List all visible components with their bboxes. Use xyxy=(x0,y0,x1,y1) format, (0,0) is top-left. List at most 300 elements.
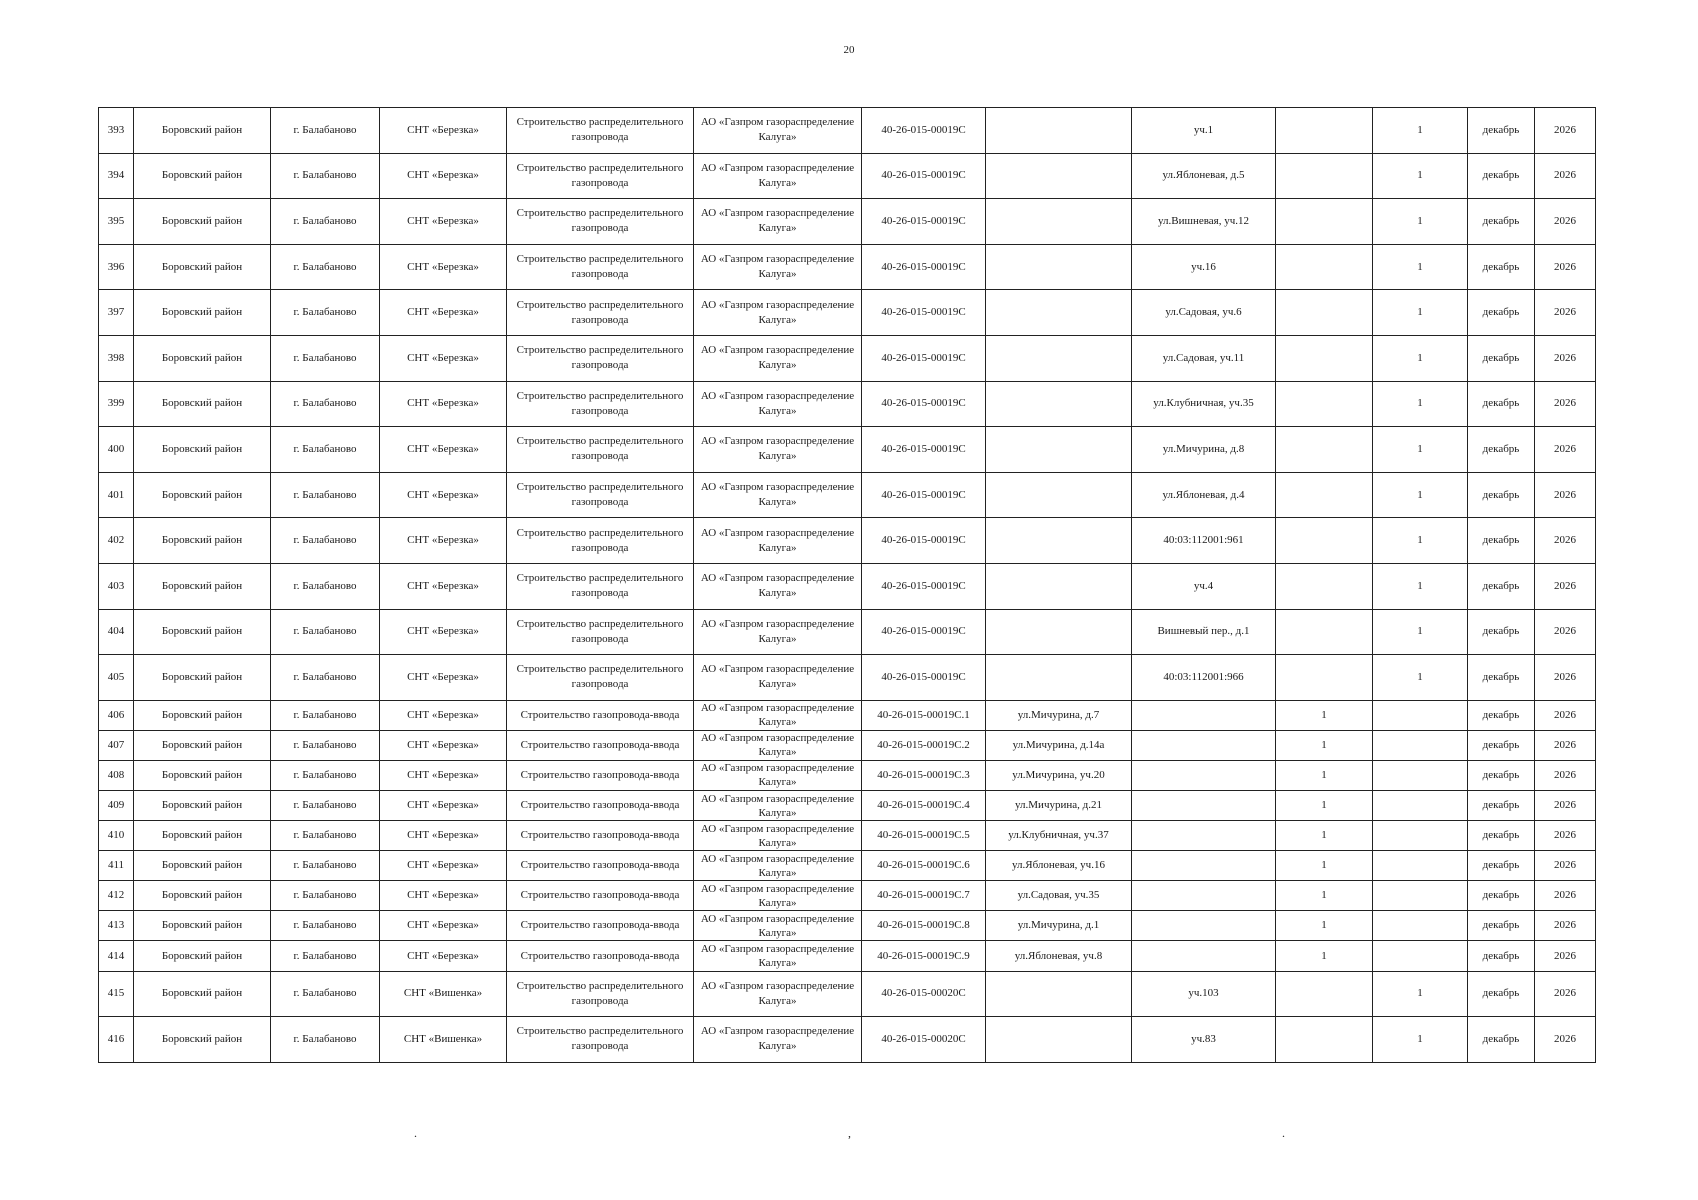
address-distribution-cell: уч.4 xyxy=(1132,563,1276,609)
object-code-cell: 40-26-015-00019С xyxy=(862,427,986,473)
quantity-distribution-cell: 1 xyxy=(1373,199,1468,245)
object-code-cell: 40-26-015-00019С.8 xyxy=(862,911,986,941)
address-distribution-cell: ул.Мичурина, д.8 xyxy=(1132,427,1276,473)
district-cell: Боровский район xyxy=(134,791,271,821)
city-cell: г. Балабаново xyxy=(271,381,380,427)
quantity-distribution-cell: 1 xyxy=(1373,472,1468,518)
city-cell: г. Балабаново xyxy=(271,563,380,609)
row-number-cell: 405 xyxy=(99,655,134,701)
quantity-distribution-cell xyxy=(1373,760,1468,790)
district-cell: Боровский район xyxy=(134,1017,271,1063)
object-code-cell: 40-26-015-00019С xyxy=(862,655,986,701)
work-type-cell: Строительство распределительного газопровода xyxy=(507,381,694,427)
row-number-cell: 393 xyxy=(99,108,134,154)
table-row xyxy=(99,335,1596,381)
work-type-cell: Строительство распределительного газопровода xyxy=(507,427,694,473)
address-service-line-cell xyxy=(986,971,1132,1017)
object-code-cell: 40-26-015-00019С xyxy=(862,244,986,290)
quantity-service-line-cell: 1 xyxy=(1276,700,1373,730)
snt-cell: СНТ «Березка» xyxy=(380,941,507,971)
table-row xyxy=(99,700,1596,730)
city-cell: г. Балабаново xyxy=(271,791,380,821)
quantity-distribution-cell: 1 xyxy=(1373,971,1468,1017)
snt-cell: СНТ «Березка» xyxy=(380,518,507,564)
object-code-cell: 40-26-015-00020С xyxy=(862,1017,986,1063)
work-type-cell: Строительство распределительного газопровода xyxy=(507,472,694,518)
object-code-cell: 40-26-015-00019С xyxy=(862,381,986,427)
district-cell: Боровский район xyxy=(134,911,271,941)
table-row xyxy=(99,563,1596,609)
quantity-service-line-cell xyxy=(1276,427,1373,473)
quantity-distribution-cell: 1 xyxy=(1373,427,1468,473)
work-type-cell: Строительство распределительного газопровода xyxy=(507,108,694,154)
work-type-cell: Строительство газопровода-ввода xyxy=(507,881,694,911)
quantity-distribution-cell: 1 xyxy=(1373,290,1468,336)
month-cell: декабрь xyxy=(1468,881,1535,911)
snt-cell: СНТ «Березка» xyxy=(380,472,507,518)
work-type-cell: Строительство газопровода-ввода xyxy=(507,730,694,760)
quantity-distribution-cell: 1 xyxy=(1373,655,1468,701)
district-cell: Боровский район xyxy=(134,472,271,518)
address-service-line-cell xyxy=(986,290,1132,336)
city-cell: г. Балабаново xyxy=(271,911,380,941)
snt-cell: СНТ «Березка» xyxy=(380,760,507,790)
organization-cell: АО «Газпром газораспределение Калуга» xyxy=(694,335,862,381)
snt-cell: СНТ «Березка» xyxy=(380,821,507,851)
year-cell: 2026 xyxy=(1535,381,1596,427)
row-number-cell: 406 xyxy=(99,700,134,730)
organization-cell: АО «Газпром газораспределение Калуга» xyxy=(694,108,862,154)
quantity-distribution-cell: 1 xyxy=(1373,381,1468,427)
city-cell: г. Балабаново xyxy=(271,427,380,473)
snt-cell: СНТ «Березка» xyxy=(380,700,507,730)
quantity-service-line-cell xyxy=(1276,153,1373,199)
work-type-cell: Строительство газопровода-ввода xyxy=(507,911,694,941)
month-cell: декабрь xyxy=(1468,381,1535,427)
city-cell: г. Балабаново xyxy=(271,941,380,971)
year-cell: 2026 xyxy=(1535,290,1596,336)
district-cell: Боровский район xyxy=(134,153,271,199)
quantity-distribution-cell xyxy=(1373,791,1468,821)
snt-cell: СНТ «Березка» xyxy=(380,427,507,473)
month-cell: декабрь xyxy=(1468,655,1535,701)
address-service-line-cell xyxy=(986,108,1132,154)
city-cell: г. Балабаново xyxy=(271,971,380,1017)
district-cell: Боровский район xyxy=(134,881,271,911)
city-cell: г. Балабаново xyxy=(271,472,380,518)
quantity-service-line-cell: 1 xyxy=(1276,821,1373,851)
organization-cell: АО «Газпром газораспределение Калуга» xyxy=(694,971,862,1017)
quantity-distribution-cell: 1 xyxy=(1373,518,1468,564)
quantity-service-line-cell xyxy=(1276,381,1373,427)
city-cell: г. Балабаново xyxy=(271,700,380,730)
address-service-line-cell: ул.Мичурина, д.14а xyxy=(986,730,1132,760)
quantity-service-line-cell: 1 xyxy=(1276,791,1373,821)
address-distribution-cell: Вишневый пер., д.1 xyxy=(1132,609,1276,655)
table-row xyxy=(99,108,1596,154)
district-cell: Боровский район xyxy=(134,199,271,245)
object-code-cell: 40-26-015-00019С xyxy=(862,153,986,199)
organization-cell: АО «Газпром газораспределение Калуга» xyxy=(694,881,862,911)
table-row xyxy=(99,791,1596,821)
address-distribution-cell xyxy=(1132,760,1276,790)
city-cell: г. Балабаново xyxy=(271,108,380,154)
address-distribution-cell xyxy=(1132,730,1276,760)
address-service-line-cell xyxy=(986,427,1132,473)
month-cell: декабрь xyxy=(1468,335,1535,381)
work-type-cell: Строительство газопровода-ввода xyxy=(507,821,694,851)
quantity-distribution-cell: 1 xyxy=(1373,609,1468,655)
table-row xyxy=(99,290,1596,336)
row-number-cell: 400 xyxy=(99,427,134,473)
row-number-cell: 398 xyxy=(99,335,134,381)
district-cell: Боровский район xyxy=(134,730,271,760)
object-code-cell: 40-26-015-00019С.2 xyxy=(862,730,986,760)
district-cell: Боровский район xyxy=(134,609,271,655)
address-distribution-cell xyxy=(1132,941,1276,971)
address-distribution-cell: 40:03:112001:961 xyxy=(1132,518,1276,564)
row-number-cell: 414 xyxy=(99,941,134,971)
city-cell: г. Балабаново xyxy=(271,730,380,760)
organization-cell: АО «Газпром газораспределение Калуга» xyxy=(694,730,862,760)
snt-cell: СНТ «Березка» xyxy=(380,609,507,655)
organization-cell: АО «Газпром газораспределение Калуга» xyxy=(694,821,862,851)
month-cell: декабрь xyxy=(1468,244,1535,290)
organization-cell: АО «Газпром газораспределение Калуга» xyxy=(694,153,862,199)
table-row xyxy=(99,971,1596,1017)
snt-cell: СНТ «Березка» xyxy=(380,911,507,941)
address-service-line-cell xyxy=(986,244,1132,290)
city-cell: г. Балабаново xyxy=(271,851,380,881)
month-cell: декабрь xyxy=(1468,108,1535,154)
district-cell: Боровский район xyxy=(134,655,271,701)
year-cell: 2026 xyxy=(1535,563,1596,609)
city-cell: г. Балабаново xyxy=(271,821,380,851)
quantity-distribution-cell xyxy=(1373,881,1468,911)
district-cell: Боровский район xyxy=(134,290,271,336)
table-row xyxy=(99,851,1596,881)
snt-cell: СНТ «Березка» xyxy=(380,730,507,760)
work-type-cell: Строительство распределительного газопровода xyxy=(507,518,694,564)
object-code-cell: 40-26-015-00019С.5 xyxy=(862,821,986,851)
address-service-line-cell xyxy=(986,563,1132,609)
quantity-service-line-cell xyxy=(1276,108,1373,154)
table-row xyxy=(99,821,1596,851)
year-cell: 2026 xyxy=(1535,655,1596,701)
year-cell: 2026 xyxy=(1535,971,1596,1017)
district-cell: Боровский район xyxy=(134,335,271,381)
address-distribution-cell: уч.103 xyxy=(1132,971,1276,1017)
month-cell: декабрь xyxy=(1468,609,1535,655)
quantity-distribution-cell xyxy=(1373,851,1468,881)
address-service-line-cell xyxy=(986,472,1132,518)
quantity-service-line-cell xyxy=(1276,472,1373,518)
district-cell: Боровский район xyxy=(134,381,271,427)
quantity-distribution-cell: 1 xyxy=(1373,108,1468,154)
city-cell: г. Балабаново xyxy=(271,1017,380,1063)
year-cell: 2026 xyxy=(1535,244,1596,290)
row-number-cell: 410 xyxy=(99,821,134,851)
scan-artifacts: . , . xyxy=(414,1126,1285,1140)
address-distribution-cell: уч.1 xyxy=(1132,108,1276,154)
district-cell: Боровский район xyxy=(134,851,271,881)
work-type-cell: Строительство распределительного газопровода xyxy=(507,199,694,245)
row-number-cell: 403 xyxy=(99,563,134,609)
work-type-cell: Строительство распределительного газопровода xyxy=(507,290,694,336)
month-cell: декабрь xyxy=(1468,1017,1535,1063)
month-cell: декабрь xyxy=(1468,290,1535,336)
work-type-cell: Строительство распределительного газопровода xyxy=(507,563,694,609)
organization-cell: АО «Газпром газораспределение Калуга» xyxy=(694,199,862,245)
row-number-cell: 415 xyxy=(99,971,134,1017)
address-distribution-cell: ул.Клубничная, уч.35 xyxy=(1132,381,1276,427)
city-cell: г. Балабаново xyxy=(271,609,380,655)
object-code-cell: 40-26-015-00019С xyxy=(862,472,986,518)
district-cell: Боровский район xyxy=(134,971,271,1017)
quantity-service-line-cell: 1 xyxy=(1276,851,1373,881)
city-cell: г. Балабаново xyxy=(271,655,380,701)
address-service-line-cell: ул.Яблоневая, уч.8 xyxy=(986,941,1132,971)
quantity-service-line-cell xyxy=(1276,971,1373,1017)
district-cell: Боровский район xyxy=(134,108,271,154)
organization-cell: АО «Газпром газораспределение Калуга» xyxy=(694,563,862,609)
quantity-distribution-cell xyxy=(1373,700,1468,730)
quantity-service-line-cell: 1 xyxy=(1276,911,1373,941)
work-type-cell: Строительство распределительного газопровода xyxy=(507,335,694,381)
snt-cell: СНТ «Вишенка» xyxy=(380,1017,507,1063)
month-cell: декабрь xyxy=(1468,153,1535,199)
table-row xyxy=(99,881,1596,911)
year-cell: 2026 xyxy=(1535,700,1596,730)
snt-cell: СНТ «Березка» xyxy=(380,881,507,911)
object-code-cell: 40-26-015-00019С.6 xyxy=(862,851,986,881)
address-service-line-cell: ул.Садовая, уч.35 xyxy=(986,881,1132,911)
object-code-cell: 40-26-015-00019С xyxy=(862,290,986,336)
address-service-line-cell: ул.Мичурина, д.7 xyxy=(986,700,1132,730)
address-service-line-cell xyxy=(986,153,1132,199)
quantity-service-line-cell xyxy=(1276,290,1373,336)
row-number-cell: 402 xyxy=(99,518,134,564)
year-cell: 2026 xyxy=(1535,941,1596,971)
object-code-cell: 40-26-015-00019С xyxy=(862,199,986,245)
year-cell: 2026 xyxy=(1535,1017,1596,1063)
row-number-cell: 395 xyxy=(99,199,134,245)
work-type-cell: Строительство газопровода-ввода xyxy=(507,941,694,971)
quantity-service-line-cell xyxy=(1276,563,1373,609)
table-row xyxy=(99,911,1596,941)
snt-cell: СНТ «Березка» xyxy=(380,335,507,381)
page-number: 20 xyxy=(843,44,855,56)
gas-pipeline-registry-table xyxy=(98,107,1596,1063)
table-row xyxy=(99,199,1596,245)
month-cell: декабрь xyxy=(1468,730,1535,760)
quantity-distribution-cell xyxy=(1373,911,1468,941)
object-code-cell: 40-26-015-00019С.7 xyxy=(862,881,986,911)
year-cell: 2026 xyxy=(1535,760,1596,790)
city-cell: г. Балабаново xyxy=(271,153,380,199)
table-row xyxy=(99,730,1596,760)
quantity-service-line-cell: 1 xyxy=(1276,760,1373,790)
year-cell: 2026 xyxy=(1535,881,1596,911)
row-number-cell: 404 xyxy=(99,609,134,655)
table-row xyxy=(99,609,1596,655)
row-number-cell: 416 xyxy=(99,1017,134,1063)
year-cell: 2026 xyxy=(1535,851,1596,881)
district-cell: Боровский район xyxy=(134,760,271,790)
work-type-cell: Строительство газопровода-ввода xyxy=(507,791,694,821)
table-row xyxy=(99,518,1596,564)
address-service-line-cell: ул.Мичурина, д.21 xyxy=(986,791,1132,821)
row-number-cell: 396 xyxy=(99,244,134,290)
month-cell: декабрь xyxy=(1468,199,1535,245)
quantity-service-line-cell xyxy=(1276,199,1373,245)
quantity-service-line-cell xyxy=(1276,335,1373,381)
table-row xyxy=(99,1017,1596,1063)
month-cell: декабрь xyxy=(1468,427,1535,473)
city-cell: г. Балабаново xyxy=(271,290,380,336)
organization-cell: АО «Газпром газораспределение Калуга» xyxy=(694,760,862,790)
object-code-cell: 40-26-015-00019С xyxy=(862,609,986,655)
address-distribution-cell xyxy=(1132,700,1276,730)
quantity-service-line-cell xyxy=(1276,655,1373,701)
address-service-line-cell xyxy=(986,1017,1132,1063)
year-cell: 2026 xyxy=(1535,153,1596,199)
address-service-line-cell: ул.Мичурина, д.1 xyxy=(986,911,1132,941)
organization-cell: АО «Газпром газораспределение Калуга» xyxy=(694,1017,862,1063)
row-number-cell: 413 xyxy=(99,911,134,941)
quantity-distribution-cell xyxy=(1373,941,1468,971)
table-row xyxy=(99,760,1596,790)
organization-cell: АО «Газпром газораспределение Калуга» xyxy=(694,472,862,518)
address-distribution-cell xyxy=(1132,851,1276,881)
year-cell: 2026 xyxy=(1535,427,1596,473)
address-service-line-cell: ул.Мичурина, уч.20 xyxy=(986,760,1132,790)
year-cell: 2026 xyxy=(1535,335,1596,381)
year-cell: 2026 xyxy=(1535,518,1596,564)
city-cell: г. Балабаново xyxy=(271,881,380,911)
row-number-cell: 408 xyxy=(99,760,134,790)
address-distribution-cell xyxy=(1132,791,1276,821)
snt-cell: СНТ «Березка» xyxy=(380,791,507,821)
snt-cell: СНТ «Березка» xyxy=(380,199,507,245)
address-service-line-cell xyxy=(986,518,1132,564)
address-service-line-cell xyxy=(986,381,1132,427)
organization-cell: АО «Газпром газораспределение Калуга» xyxy=(694,244,862,290)
snt-cell: СНТ «Березка» xyxy=(380,563,507,609)
quantity-distribution-cell: 1 xyxy=(1373,563,1468,609)
row-number-cell: 409 xyxy=(99,791,134,821)
year-cell: 2026 xyxy=(1535,108,1596,154)
object-code-cell: 40-26-015-00019С.4 xyxy=(862,791,986,821)
year-cell: 2026 xyxy=(1535,730,1596,760)
snt-cell: СНТ «Березка» xyxy=(380,244,507,290)
table-row xyxy=(99,472,1596,518)
object-code-cell: 40-26-015-00019С xyxy=(862,335,986,381)
organization-cell: АО «Газпром газораспределение Калуга» xyxy=(694,427,862,473)
object-code-cell: 40-26-015-00019С xyxy=(862,563,986,609)
month-cell: декабрь xyxy=(1468,518,1535,564)
quantity-service-line-cell: 1 xyxy=(1276,881,1373,911)
object-code-cell: 40-26-015-00019С.9 xyxy=(862,941,986,971)
address-distribution-cell xyxy=(1132,911,1276,941)
month-cell: декабрь xyxy=(1468,971,1535,1017)
address-service-line-cell xyxy=(986,655,1132,701)
work-type-cell: Строительство газопровода-ввода xyxy=(507,700,694,730)
quantity-service-line-cell xyxy=(1276,609,1373,655)
work-type-cell: Строительство распределительного газопровода xyxy=(507,609,694,655)
work-type-cell: Строительство распределительного газопровода xyxy=(507,153,694,199)
district-cell: Боровский район xyxy=(134,700,271,730)
month-cell: декабрь xyxy=(1468,941,1535,971)
address-service-line-cell: ул.Клубничная, уч.37 xyxy=(986,821,1132,851)
snt-cell: СНТ «Березка» xyxy=(380,851,507,881)
address-service-line-cell xyxy=(986,609,1132,655)
district-cell: Боровский район xyxy=(134,518,271,564)
address-distribution-cell xyxy=(1132,821,1276,851)
month-cell: декабрь xyxy=(1468,700,1535,730)
city-cell: г. Балабаново xyxy=(271,244,380,290)
table-row xyxy=(99,427,1596,473)
address-distribution-cell xyxy=(1132,881,1276,911)
address-distribution-cell: ул.Яблоневая, д.4 xyxy=(1132,472,1276,518)
address-service-line-cell: ул.Яблоневая, уч.16 xyxy=(986,851,1132,881)
row-number-cell: 399 xyxy=(99,381,134,427)
snt-cell: СНТ «Вишенка» xyxy=(380,971,507,1017)
address-distribution-cell: 40:03:112001:966 xyxy=(1132,655,1276,701)
city-cell: г. Балабаново xyxy=(271,760,380,790)
address-distribution-cell: ул.Садовая, уч.11 xyxy=(1132,335,1276,381)
quantity-service-line-cell xyxy=(1276,244,1373,290)
organization-cell: АО «Газпром газораспределение Калуга» xyxy=(694,941,862,971)
object-code-cell: 40-26-015-00019С.1 xyxy=(862,700,986,730)
month-cell: декабрь xyxy=(1468,472,1535,518)
quantity-distribution-cell: 1 xyxy=(1373,1017,1468,1063)
month-cell: декабрь xyxy=(1468,911,1535,941)
address-distribution-cell: ул.Вишневая, уч.12 xyxy=(1132,199,1276,245)
district-cell: Боровский район xyxy=(134,244,271,290)
row-number-cell: 407 xyxy=(99,730,134,760)
row-number-cell: 397 xyxy=(99,290,134,336)
snt-cell: СНТ «Березка» xyxy=(380,153,507,199)
snt-cell: СНТ «Березка» xyxy=(380,108,507,154)
quantity-service-line-cell: 1 xyxy=(1276,941,1373,971)
organization-cell: АО «Газпром газораспределение Калуга» xyxy=(694,655,862,701)
year-cell: 2026 xyxy=(1535,472,1596,518)
quantity-distribution-cell xyxy=(1373,821,1468,851)
work-type-cell: Строительство распределительного газопровода xyxy=(507,655,694,701)
work-type-cell: Строительство распределительного газопровода xyxy=(507,971,694,1017)
organization-cell: АО «Газпром газораспределение Калуга» xyxy=(694,290,862,336)
month-cell: декабрь xyxy=(1468,851,1535,881)
year-cell: 2026 xyxy=(1535,911,1596,941)
year-cell: 2026 xyxy=(1535,791,1596,821)
address-distribution-cell: ул.Садовая, уч.6 xyxy=(1132,290,1276,336)
month-cell: декабрь xyxy=(1468,760,1535,790)
address-service-line-cell xyxy=(986,199,1132,245)
table-body xyxy=(99,108,1596,1063)
district-cell: Боровский район xyxy=(134,563,271,609)
table-row xyxy=(99,153,1596,199)
district-cell: Боровский район xyxy=(134,427,271,473)
work-type-cell: Строительство газопровода-ввода xyxy=(507,851,694,881)
quantity-distribution-cell: 1 xyxy=(1373,335,1468,381)
address-service-line-cell xyxy=(986,335,1132,381)
address-distribution-cell: уч.16 xyxy=(1132,244,1276,290)
organization-cell: АО «Газпром газораспределение Калуга» xyxy=(694,791,862,821)
district-cell: Боровский район xyxy=(134,941,271,971)
month-cell: декабрь xyxy=(1468,791,1535,821)
row-number-cell: 394 xyxy=(99,153,134,199)
